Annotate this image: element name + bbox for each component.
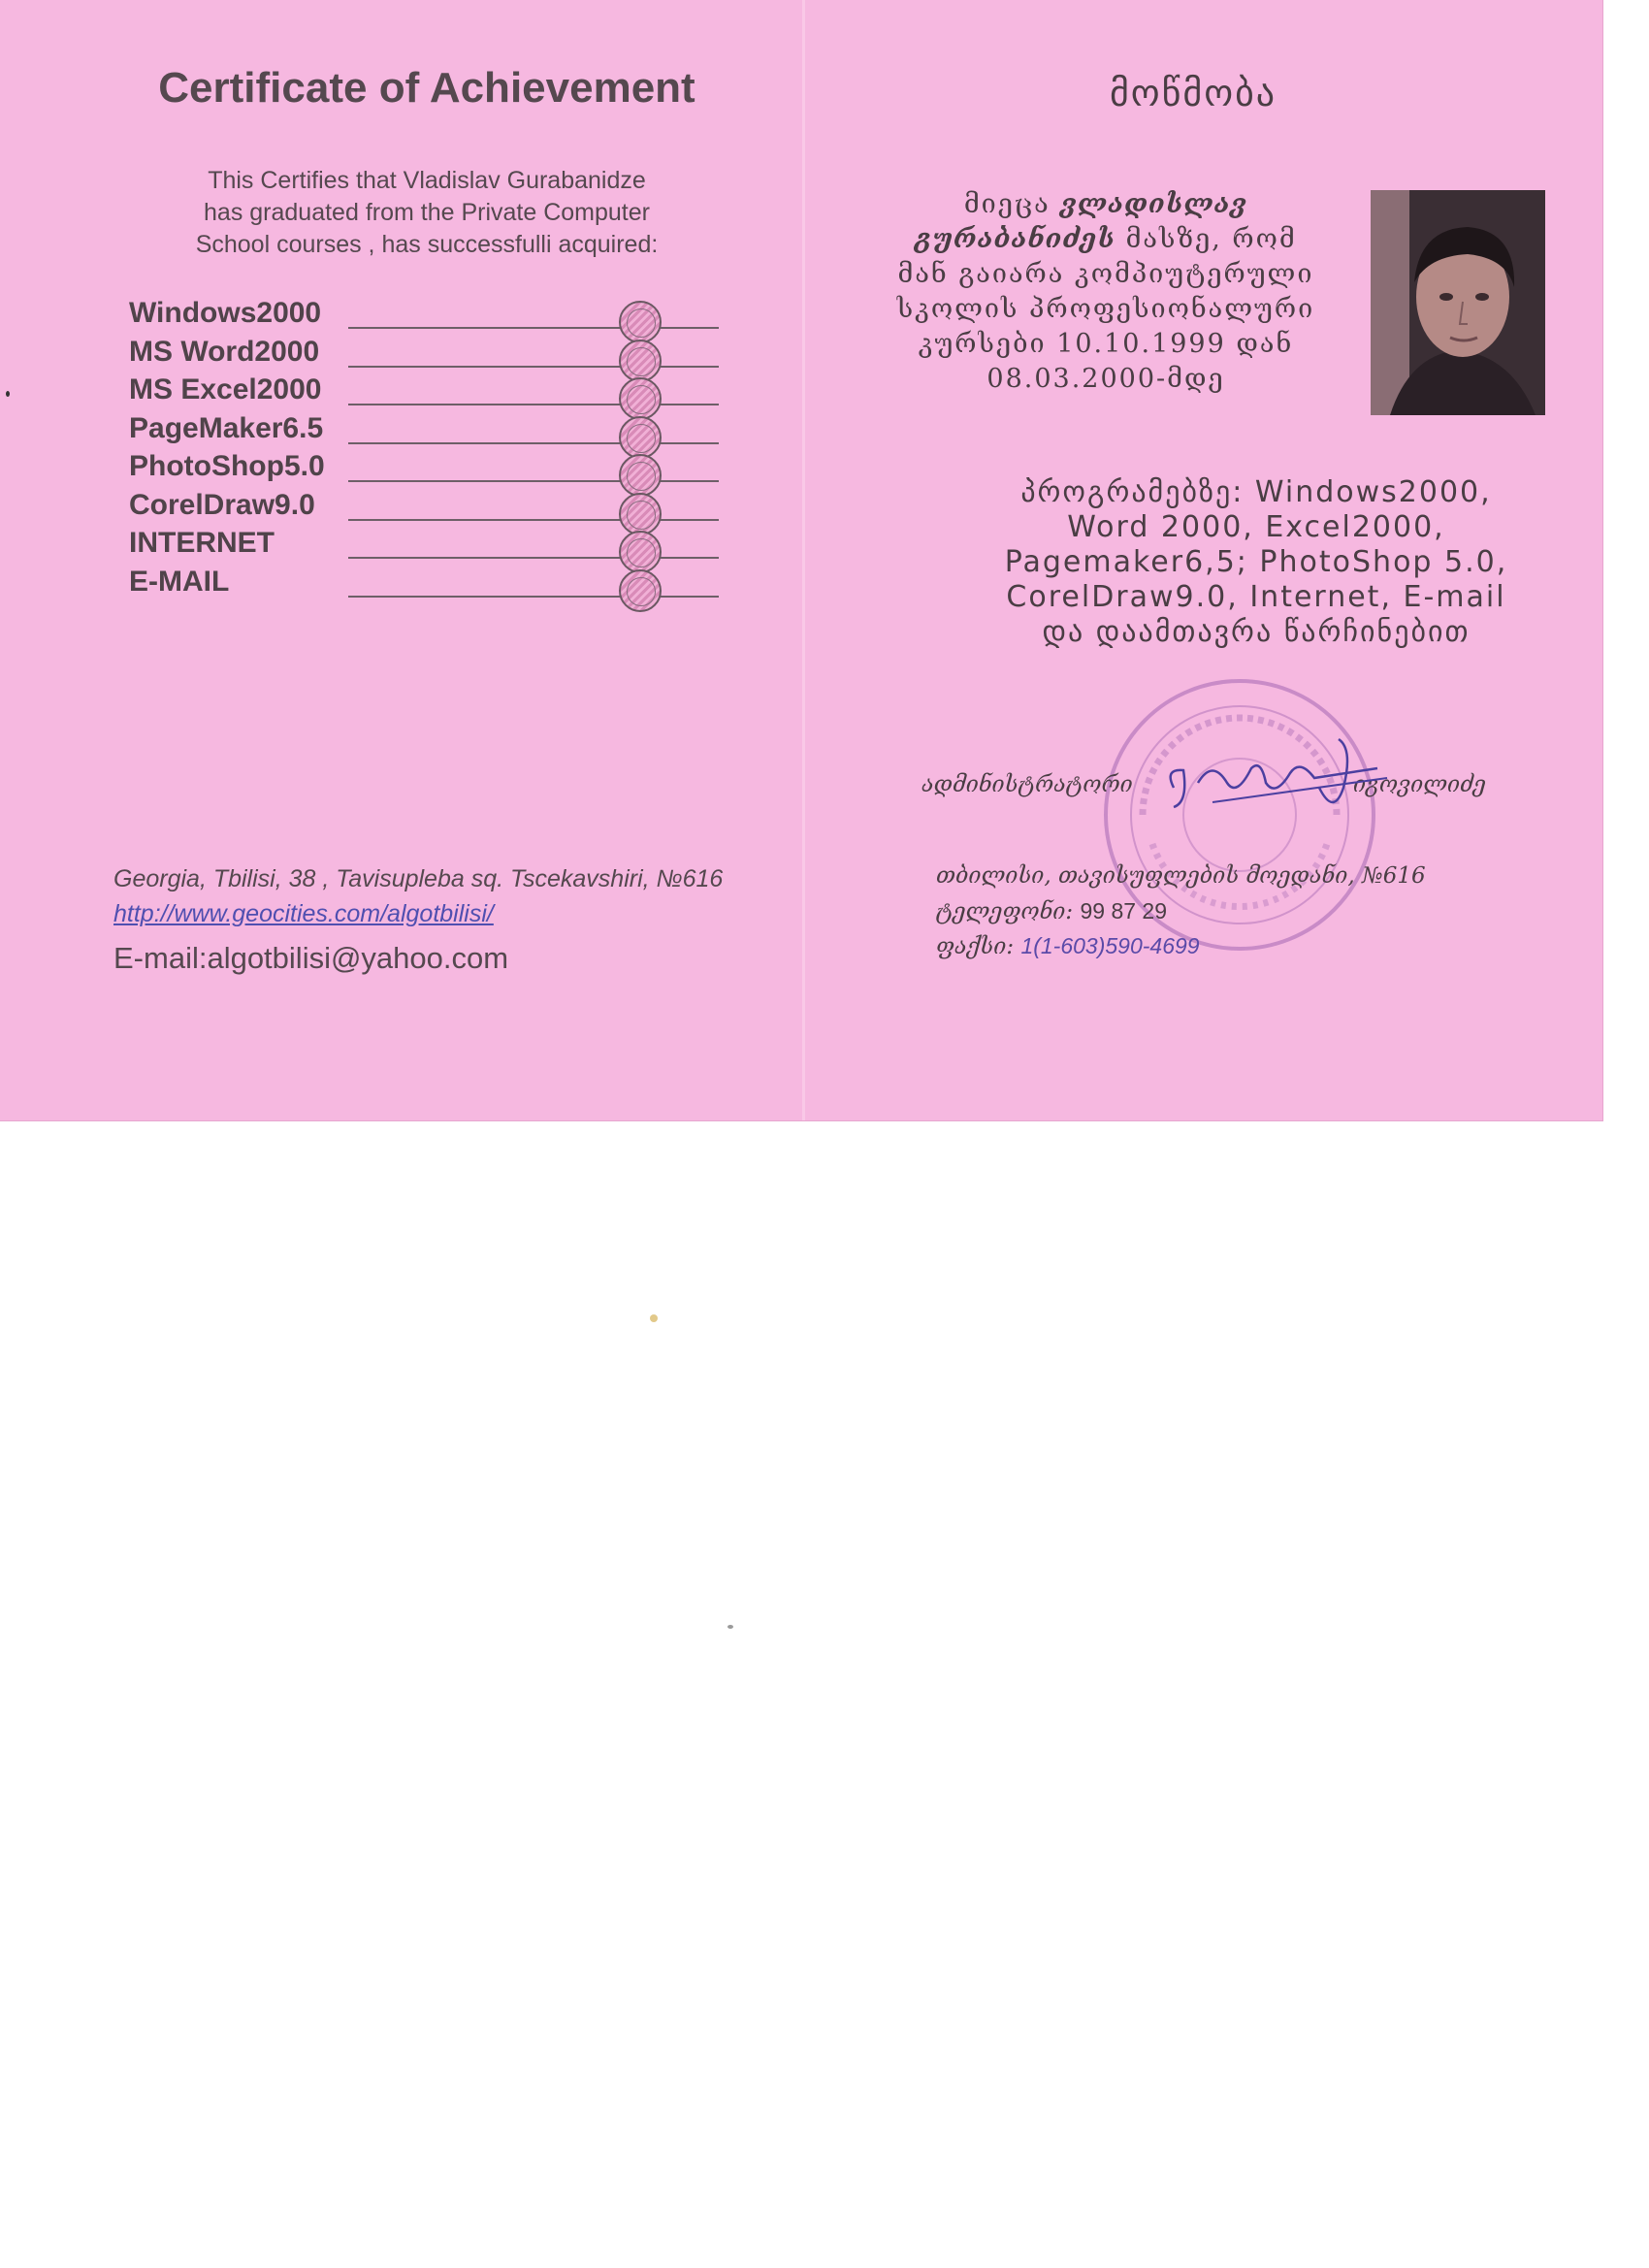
georgian-address: თბილისი, თავისუფლების მოედანი, №616	[936, 863, 1426, 889]
programs-line: და დაამთავრა წარჩინებით	[1042, 615, 1471, 649]
course-item	[129, 527, 643, 566]
course-underline	[348, 480, 719, 482]
scan-speck	[650, 1314, 658, 1322]
course-item	[129, 450, 643, 489]
scan-speck	[728, 1625, 733, 1629]
course-name: CorelDraw9.0	[129, 488, 315, 521]
course-underline	[348, 366, 719, 368]
course-name: MS Excel2000	[129, 373, 322, 405]
programs-line: პროგრამებზე: Windows2000,	[1020, 475, 1492, 509]
course-item	[129, 336, 643, 374]
recipient-first-name: ვლადისლავ	[1060, 189, 1248, 219]
scan-speck	[6, 391, 10, 397]
body-line: სკოლის პროფესიონალური	[896, 294, 1315, 324]
programs-line: Pagemaker6,5; PhotoShop 5.0,	[1004, 545, 1508, 579]
recipient-last-name: გურაბანიძეს	[915, 224, 1116, 254]
body-line: მან გაიარა კომპიუტერული	[897, 259, 1314, 289]
body-line: კურსები 10.10.1999 დან	[918, 329, 1294, 359]
course-name: PhotoShop5.0	[129, 450, 325, 482]
body-text: მასზე, რომ	[1116, 224, 1297, 254]
body-line	[829, 222, 1382, 257]
intro-line: School courses , has successfulli acquired:	[195, 231, 659, 258]
programs-line: Word 2000, Excel2000,	[1067, 510, 1445, 544]
course-name: E-MAIL	[129, 565, 230, 598]
fax-label: ფაქსი:	[936, 934, 1015, 959]
course-name: MS Word2000	[129, 335, 320, 368]
programs-line: CorelDraw9.0, Internet, E-mail	[1006, 580, 1506, 614]
course-underline	[348, 404, 719, 405]
certificate-sheet	[0, 0, 1603, 1121]
course-name: PageMaker6.5	[129, 411, 324, 444]
phone-number: 99 87 29	[1080, 898, 1167, 923]
school-address: Georgia, Tbilisi, 38 , Tavisupleba sq. Tscekavshiri, №616	[113, 865, 724, 892]
course-underline	[348, 442, 719, 444]
intro-line: This Certifies that Vladislav Gurabanidze	[208, 167, 646, 194]
course-item	[129, 373, 643, 412]
school-website-link[interactable]: http://www.geocities.com/algotbilisi/	[113, 900, 494, 927]
course-item	[129, 489, 643, 528]
course-name: Windows2000	[129, 297, 322, 329]
certificate-title: Certificate of Achievement	[158, 64, 695, 112]
body-line: 08.03.2000-მდე	[986, 364, 1225, 394]
body-text: მიეცა	[963, 189, 1061, 219]
signature-icon	[1145, 729, 1397, 826]
certificate-intro	[116, 165, 737, 261]
phone-row	[936, 898, 1167, 924]
course-item	[129, 297, 643, 336]
course-underline	[348, 596, 719, 598]
fold-crease	[802, 0, 805, 1120]
portrait-photo	[1371, 190, 1545, 415]
body-line	[829, 187, 1382, 222]
intro-line: has graduated from the Private Computer	[204, 199, 650, 226]
course-item	[129, 412, 643, 451]
course-item	[129, 566, 643, 604]
course-underline	[348, 519, 719, 521]
school-email: E-mail:algotbilisi@yahoo.com	[113, 941, 509, 975]
course-name: INTERNET	[129, 527, 275, 559]
seal-icon	[619, 569, 662, 612]
portrait-photo-icon	[1371, 190, 1545, 415]
course-list	[129, 297, 643, 603]
certificate-body-georgian	[829, 187, 1382, 397]
certificate-title-georgian: მოწმობა	[1109, 72, 1277, 114]
admin-label: ადმინისტრატორი	[922, 772, 1133, 797]
phone-label: ტელეფონი:	[936, 899, 1074, 924]
programs-list-georgian	[926, 475, 1586, 650]
fax-row	[936, 933, 1200, 959]
fax-number: 1(1-603)590-4699	[1020, 933, 1200, 958]
course-underline	[348, 327, 719, 329]
course-underline	[348, 557, 719, 559]
admin-name: იგოვილიძე	[1353, 772, 1486, 797]
